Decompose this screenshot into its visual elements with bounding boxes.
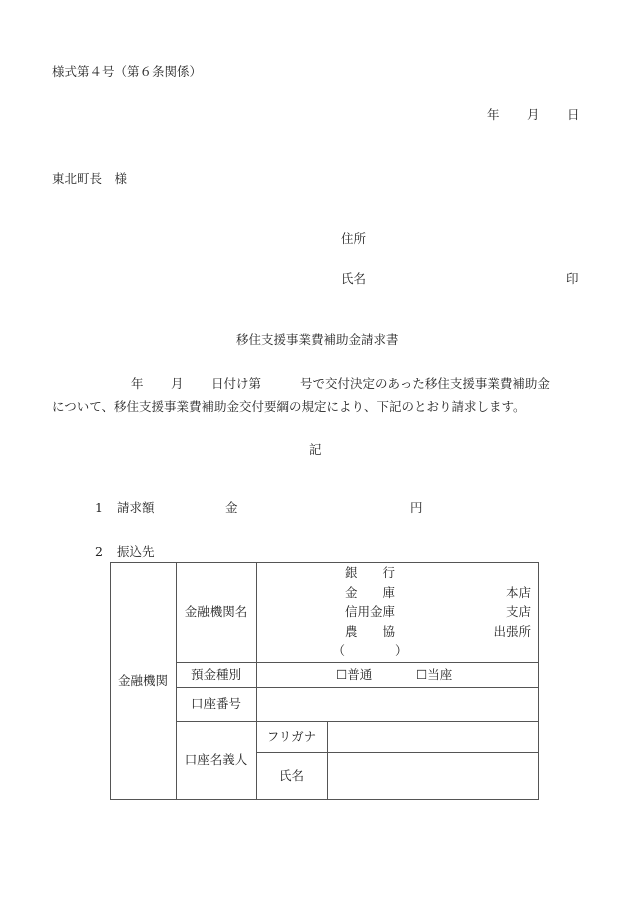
deposit-type-ordinary-checkbox[interactable]: ☐普通 — [336, 667, 373, 682]
account-holder-label: 口座名義人 — [184, 752, 248, 767]
date-month: 月 — [527, 107, 540, 122]
holder-name-label: 氏名 — [278, 768, 304, 783]
item1-yen: 円 — [410, 500, 423, 515]
table-border — [110, 562, 539, 563]
furigana-field[interactable] — [328, 722, 538, 752]
body-day-dated: 日付け第 — [211, 376, 262, 391]
institution-type-shinkin: 信用金庫 — [344, 604, 395, 619]
item1-kin: 金 — [225, 500, 238, 515]
item1-number: 1 — [95, 500, 103, 515]
ki-heading: 記 — [309, 442, 322, 457]
date-day: 日 — [567, 107, 580, 122]
holder-name-field[interactable] — [328, 753, 538, 799]
bank-table — [110, 562, 539, 800]
body-line2: について、移住支援事業費補助金交付要綱の規定により、下記のとおり請求します。 — [52, 399, 526, 414]
applicant-address-label: 住所 — [341, 231, 367, 246]
addressee: 東北町長 様 — [52, 171, 128, 186]
body-rest: 号で交付決定のあった移住支援事業費補助金 — [300, 376, 550, 391]
account-number-label: 口座番号 — [190, 696, 241, 711]
body-year: 年 — [131, 376, 144, 391]
applicant-name-label: 氏名 — [341, 271, 367, 286]
table-border — [110, 799, 539, 800]
form-number: 様式第４号（第６条関係） — [52, 64, 203, 79]
institution-type-other: （ ） — [332, 643, 408, 658]
date-year: 年 — [487, 107, 500, 122]
body-month: 月 — [171, 376, 184, 391]
document-title: 移住支援事業費補助金請求書 — [236, 332, 399, 347]
deposit-type-current-checkbox[interactable]: ☐当座 — [416, 667, 453, 682]
furigana-label: フリガナ — [266, 729, 317, 744]
institution-type-kinko: 金 庫 — [344, 585, 395, 600]
institution-type-nokyo: 農 協 — [344, 624, 395, 639]
item2-label: 振込先 — [117, 544, 155, 559]
deposit-type-label: 預金種別 — [190, 667, 241, 682]
table-divider — [176, 662, 539, 663]
seal-mark: 印 — [566, 271, 579, 286]
branch-type-main: 本店 — [505, 585, 531, 600]
table-divider — [256, 562, 257, 800]
branch-type-branch: 支店 — [505, 604, 531, 619]
financial-institution-group-label: 金融機関 — [117, 673, 168, 688]
item1-label: 請求額 — [117, 500, 155, 515]
table-border — [538, 562, 539, 800]
institution-type-bank: 銀 行 — [344, 565, 395, 580]
branch-type-office: 出張所 — [493, 624, 531, 639]
institution-name-label: 金融機関名 — [184, 604, 248, 619]
account-number-field[interactable] — [257, 688, 538, 721]
item2-number: 2 — [95, 544, 103, 559]
